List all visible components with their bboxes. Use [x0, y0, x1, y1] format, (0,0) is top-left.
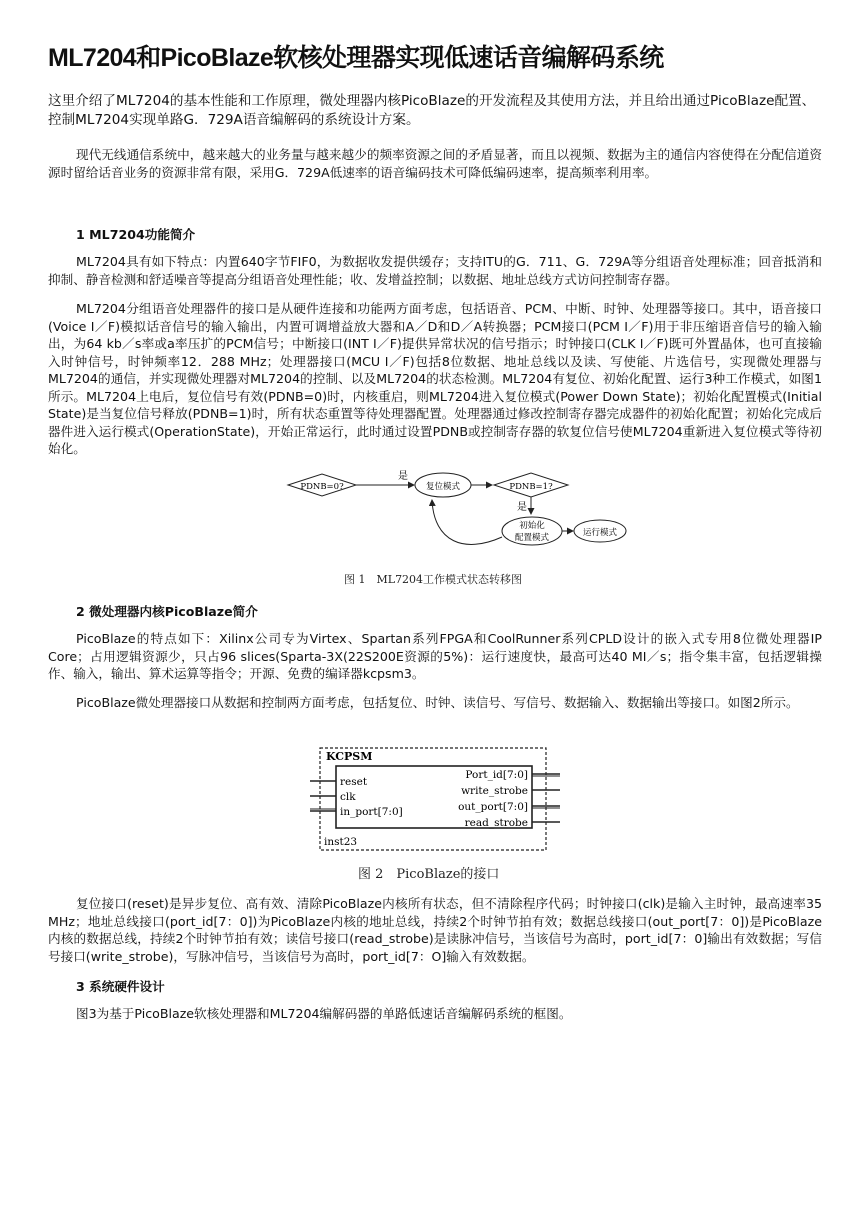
- output-write-strobe: write_strobe: [461, 785, 528, 797]
- output-read-strobe: read_strobe: [464, 817, 528, 829]
- section-2-heading: 2 微处理器内核PicoBlaze简介: [76, 604, 258, 619]
- run-mode-label: 运行模式: [582, 528, 618, 538]
- arrow-back-to-reset: [432, 500, 502, 544]
- section-1-heading: 1 ML7204功能简介: [76, 227, 196, 242]
- section-1-paragraph-2: ML7204分组语音处理器件的接口是从硬件连接和功能两方面考虑，包括语音、PCM、中断、时钟、处理器等接口。其中，语音接口(Voice I／F)模拟话音信号的输入输出，内置可调增益放大器和A／D和D／A转换器；PCM接口(PCM I／F)用于非压缩语音信号的输入输出，为64 kb／s率或a率压扩的PCM信号；中断接口(INT I／F)提供异常状况的信号指示；时钟接口(CLK I／F)既可外置晶体，也可直接输入时钟信号，时钟频率12．288 MHz；处理器接口(MCU I／F)包括8位数据、地址总线以及读、写使能、片选信号，实现微处理器与ML7204的通信，并实现微处理器对ML7204的控制、以及ML7204的状态检测。ML7204有复位、初始化配置、运行3种工作模式，如图1所示。ML7204上电后，复位信号有效(PDNB=0)时，内核重启，则ML7204进入复位模式(Power Down State)；初始化配置模式(Initial State)是当复位信号释放(PDNB=1)时，所有状态重置等待处理器配置。处理器通过修改控制寄存器完成器件的初始化配置；初始化完成后器件进入运行模式(OperationState)，开始正常运行，此时通过设置PDNB或控制寄存器的软复位信号使ML7204重新进入复位模式等待初始化。: [48, 301, 822, 456]
- section-3-heading: 3 系统硬件设计: [76, 979, 165, 994]
- section-2-paragraph-1: PicoBlaze的特点如下：Xilinx公司专为Virtex、Spartan系列FPGA和CoolRunner系列CPLD设计的嵌入式专用8位微处理器IP Core；占用逻辑资源少，只占96 slices(Sparta-3X(22S200E资源的5%)：运行速度快，最高可达40 MI／s；指令集丰富，包括逻辑操作、输入，输出、算术运算等指令；开源、免费的编译器kcpsm3。: [48, 631, 822, 681]
- figure-1-caption: 图 1 ML7204工作模式状态转移图: [344, 573, 523, 586]
- section-3-paragraph-1: 图3为基于PicoBlaze软核处理器和ML7204编解码器的单路低速话音编解码系统的框图。: [76, 1006, 572, 1021]
- pdnb1-label: PDNB=1?: [509, 482, 553, 492]
- page-title: ML7204和PicoBlaze软核处理器实现低速话音编解码系统: [48, 44, 664, 72]
- output-pins: [458, 769, 560, 829]
- input-pins: [310, 776, 403, 818]
- output-port-id: Port_id[7:0]: [465, 769, 528, 781]
- init-mode-label-1: 初始化: [519, 521, 545, 531]
- state-diagram: [284, 462, 618, 562]
- reset-mode-label: 复位模式: [425, 482, 461, 492]
- intro-paragraph: 这里介绍了ML7204的基本性能和工作原理，微处理器内核PicoBlaze的开发流程及其使用方法，并且给出通过PicoBlaze配置、控制ML7204实现单路G．729A语音编解码的系统设计方案。: [48, 93, 816, 128]
- output-out-port: out_port[7:0]: [458, 801, 528, 813]
- figure-2: [310, 744, 562, 860]
- background-paragraph: 现代无线通信系统中，越来越大的业务量与越来越少的频率资源之间的矛盾显著，而且以视频、数据为主的通信内容使得在分配信道资源时留给话音业务的资源非常有限，采用G．729A低速率的语音编码技术可降低编码速率，提高频率利用率。: [48, 147, 822, 180]
- input-reset: reset: [340, 776, 368, 788]
- section-2-paragraph-2: PicoBlaze微处理器接口从数据和控制两方面考虑，包括复位、时钟、读信号、写信号、数据输入、数据输出等接口。如图2所示。: [76, 695, 799, 710]
- figure-2-caption: 图 2 PicoBlaze的接口: [358, 867, 500, 882]
- input-clk: clk: [340, 791, 356, 803]
- instance-name: inst23: [324, 836, 358, 848]
- input-in-port: in_port[7:0]: [340, 806, 403, 818]
- section-2-paragraph-3: 复位接口(reset)是异步复位、高有效、清除PicoBlaze内核所有状态，但不清除程序代码；时钟接口(clk)是输入主时钟，最高速率35 MHz；地址总线接口(port_id[7：0])为PicoBlaze内核的地址总线，持续2个时钟节拍有效；数据总线接口(out_port[7：0])是PicoBlaze内核的数据总线，持续2个时钟节拍有效；读信号接口(read_strobe)是读脉冲信号，当该信号为高时，port_id[7：0]输出有效数据；写信号接口(write_strobe)，写脉冲信号，当该信号为高时，port_id[7：O]输入有效数据。: [48, 896, 822, 964]
- yes-label-2: 是: [517, 502, 527, 513]
- init-mode-label-2: 配置模式: [514, 533, 550, 543]
- figure-1: [284, 462, 618, 566]
- pdnb0-label: PDNB=0?: [300, 482, 344, 492]
- block-name: KCPSM: [326, 750, 373, 763]
- yes-label-1: 是: [398, 471, 408, 482]
- kcpsm-block-diagram: [310, 744, 562, 856]
- section-1-paragraph-1: ML7204具有如下特点：内置640字节FIF0，为数据收发提供缓存；支持ITU的G．711、G．729A等分组语音处理标准；回音抵消和抑制、静音检测和舒适噪音等提高分组语音处理性能；收、发增益控制；以数据、地址总线方式访问控制寄存器。: [48, 254, 822, 287]
